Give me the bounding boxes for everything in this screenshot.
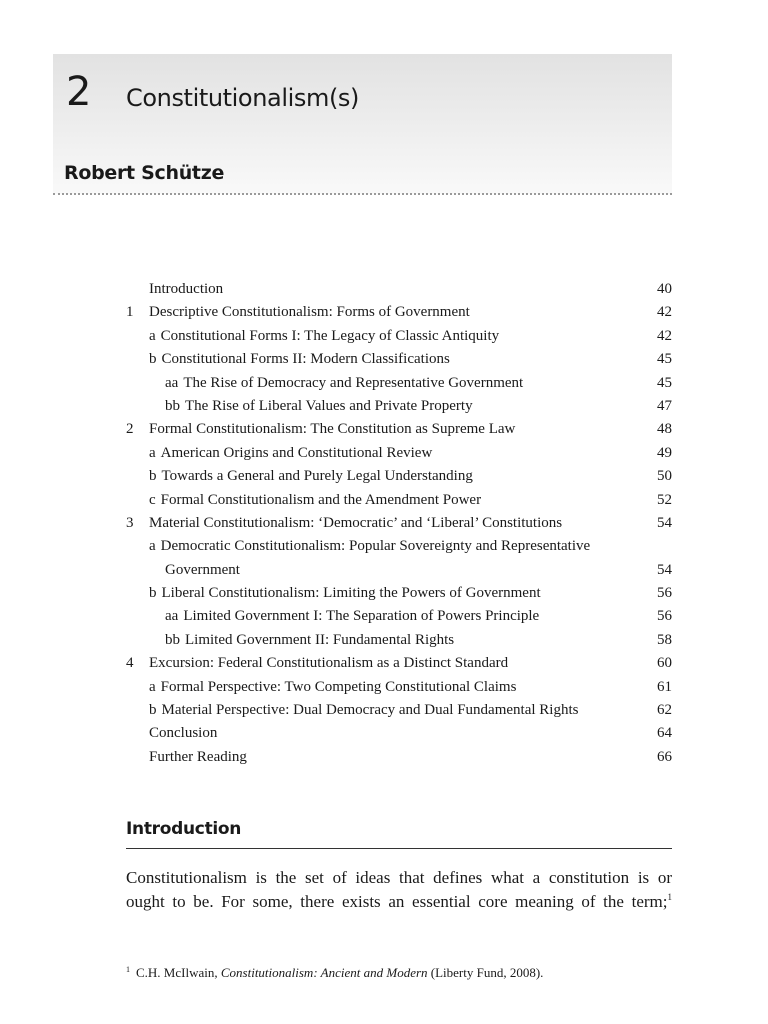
toc-entry-title <box>165 559 240 582</box>
body-line-text: ought to be. For some, there exists an essential core meaning of the term; <box>126 892 668 911</box>
toc-entry-text: Limited Government I: The Separation of Powers Principle <box>183 608 540 625</box>
toc-entry[interactable] <box>0 535 768 558</box>
toc-entry[interactable] <box>0 325 768 348</box>
toc-entry[interactable] <box>0 652 768 675</box>
section-divider <box>126 848 672 849</box>
toc-entry-page: 47 <box>657 397 672 414</box>
toc-entry-text: Material Perspective: Dual Democracy and Dual Fundamental Rights <box>161 702 579 719</box>
toc-entry-text: Material Constitutionalism: ‘Democratic’ and ‘Liberal’ Constitutions <box>149 514 563 531</box>
toc-entry-marker: bb <box>165 397 180 414</box>
toc-entry-text: Formal Constitutionalism and the Amendment Power <box>160 491 482 508</box>
toc-entry-page: 49 <box>657 444 672 461</box>
toc-entry-title <box>149 582 541 605</box>
body-paragraph <box>126 866 672 914</box>
toc-entry-page: 50 <box>657 468 672 485</box>
table-of-contents <box>0 278 768 769</box>
toc-entry[interactable] <box>0 699 768 722</box>
toc-entry-text: American Origins and Constitutional Review <box>160 444 433 461</box>
toc-entry-text: Government <box>165 561 240 578</box>
toc-entry-text: Towards a General and Purely Legal Understanding <box>161 468 473 485</box>
toc-entry[interactable] <box>0 465 768 488</box>
footnote <box>126 960 672 983</box>
toc-entry-page: 54 <box>657 561 672 578</box>
toc-entry-title <box>149 676 516 699</box>
toc-entry-page: 62 <box>657 702 672 719</box>
toc-entry-title <box>149 722 217 745</box>
toc-entry-title <box>149 652 508 675</box>
toc-entry-title <box>149 512 562 535</box>
toc-entry-title <box>149 348 450 371</box>
footnote-publisher: (Liberty Fund, 2008). <box>430 965 544 980</box>
toc-entry-marker: b <box>149 702 157 719</box>
chapter-author: Robert Schütze <box>64 162 225 184</box>
footnote-mark: 1 <box>126 965 130 974</box>
toc-entry[interactable] <box>0 582 768 605</box>
toc-entry-number: 4 <box>126 655 134 672</box>
toc-entry-number: 3 <box>126 514 134 531</box>
toc-entry-page: 56 <box>657 608 672 625</box>
toc-entry-text: Limited Government II: Fundamental Rights <box>185 631 455 648</box>
toc-entry-page: 45 <box>657 374 672 391</box>
toc-entry-page: 48 <box>657 421 672 438</box>
toc-entry-title <box>149 746 247 769</box>
header-divider <box>53 193 672 195</box>
toc-entry-text: Democratic Constitutionalism: Popular Sovereignty and Representative <box>160 538 591 555</box>
toc-entry[interactable] <box>0 278 768 301</box>
toc-entry-page: 40 <box>657 281 672 297</box>
toc-entry-marker: aa <box>165 608 179 625</box>
toc-entry-number: 1 <box>126 304 134 321</box>
toc-entry-marker: c <box>149 491 156 508</box>
toc-entry-text: The Rise of Democracy and Representative Government <box>183 374 524 391</box>
toc-entry-text: Excursion: Federal Constitutionalism as a Distinct Standard <box>149 655 509 672</box>
toc-entry-text: Liberal Constitutionalism: Limiting the Powers of Government <box>161 585 541 602</box>
chapter-title: Constitutionalism(s) <box>126 84 359 112</box>
toc-entry-marker: a <box>149 327 156 344</box>
toc-entry[interactable] <box>0 559 768 582</box>
toc-entry[interactable] <box>0 348 768 371</box>
toc-entry[interactable] <box>0 442 768 465</box>
toc-entry-page: 42 <box>657 304 672 321</box>
toc-entry-title <box>149 465 473 488</box>
toc-entry[interactable] <box>0 676 768 699</box>
toc-entry-page: 58 <box>657 631 672 648</box>
toc-entry-title <box>149 442 432 465</box>
toc-entry[interactable] <box>0 629 768 652</box>
toc-entry-text: Formal Constitutionalism: The Constitution as Supreme Law <box>149 421 516 438</box>
toc-entry-page: 60 <box>657 655 672 672</box>
toc-entry-title <box>165 395 473 418</box>
toc-entry-page: 52 <box>657 491 672 508</box>
body-line: Constitutionalism is the set of ideas that defines what a constitution is or <box>126 868 672 887</box>
toc-entry-title <box>149 301 470 324</box>
toc-entry-title <box>165 372 523 395</box>
toc-entry-text: Introduction <box>149 281 224 297</box>
toc-entry-marker: a <box>149 538 156 555</box>
toc-entry[interactable] <box>0 489 768 512</box>
toc-entry[interactable] <box>0 418 768 441</box>
toc-entry-page: 54 <box>657 514 672 531</box>
chapter-number: 2 <box>66 69 92 115</box>
toc-entry-text: Constitutional Forms II: Modern Classifications <box>161 351 450 368</box>
toc-entry-title <box>149 278 223 301</box>
toc-entry-marker: b <box>149 468 157 485</box>
toc-entry-page: 45 <box>657 351 672 368</box>
toc-entry[interactable] <box>0 395 768 418</box>
footnote-author: C.H. McIlwain, <box>136 965 218 980</box>
toc-entry-marker: a <box>149 678 156 695</box>
toc-entry-page: 56 <box>657 585 672 602</box>
footnote-work-title: Constitutionalism: Ancient and Modern <box>220 965 428 980</box>
toc-entry-title <box>165 605 539 628</box>
toc-entry-marker: bb <box>165 631 180 648</box>
toc-entry[interactable] <box>0 372 768 395</box>
toc-entry-number: 2 <box>126 421 134 438</box>
toc-entry-text: Descriptive Constitutionalism: Forms of Government <box>149 304 470 321</box>
toc-entry-marker: aa <box>165 374 179 391</box>
section-heading: Introduction <box>126 819 242 839</box>
toc-entry-text: The Rise of Liberal Values and Private Property <box>185 397 473 414</box>
toc-entry-text: Constitutional Forms I: The Legacy of Classic Antiquity <box>160 327 500 344</box>
toc-entry-text: Further Reading <box>149 748 247 765</box>
toc-entry-text: Conclusion <box>149 725 218 742</box>
toc-entry[interactable] <box>0 512 768 535</box>
toc-entry-title <box>149 325 499 348</box>
toc-entry-text: Formal Perspective: Two Competing Constitutional Claims <box>160 678 517 695</box>
body-line <box>126 890 672 914</box>
toc-entry-page: 64 <box>657 725 672 742</box>
toc-entry-title <box>149 489 481 512</box>
toc-entry-title <box>149 535 590 558</box>
footnote-reference[interactable]: 1 <box>667 892 672 902</box>
toc-entry-page: 66 <box>657 748 672 765</box>
toc-entry[interactable] <box>0 301 768 324</box>
toc-entry-marker: b <box>149 351 157 368</box>
toc-entry-page: 61 <box>657 678 672 695</box>
toc-entry-title <box>149 418 515 441</box>
toc-entry-page: 42 <box>657 327 672 344</box>
toc-entry-title <box>165 629 454 652</box>
toc-entry[interactable] <box>0 746 768 769</box>
toc-entry-title <box>149 699 578 722</box>
toc-entry[interactable] <box>0 605 768 628</box>
toc-entry-marker: b <box>149 585 157 602</box>
toc-entry-marker: a <box>149 444 156 461</box>
toc-entry[interactable] <box>0 722 768 745</box>
